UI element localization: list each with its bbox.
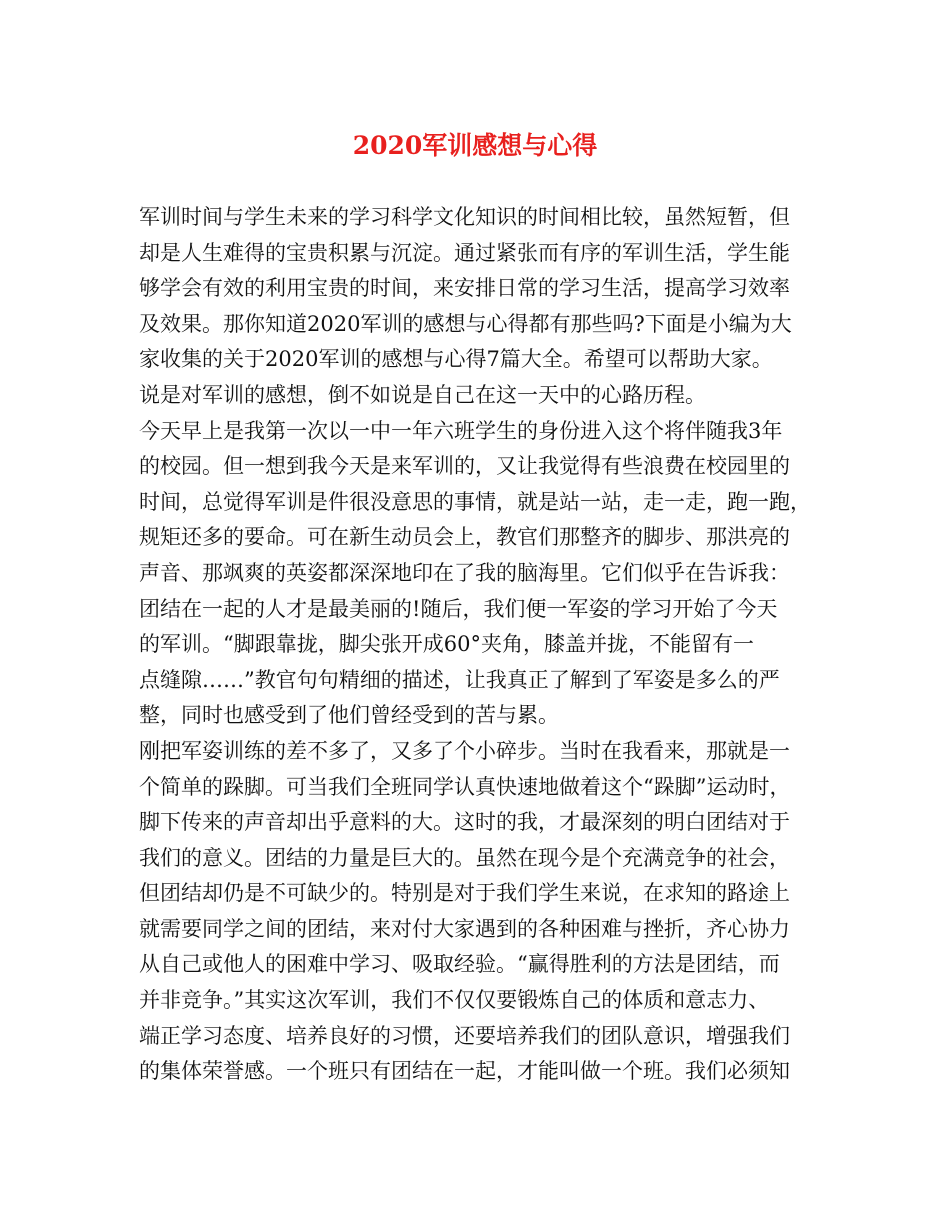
text-line: 团结在一起的人才是最美丽的!随后，我们便一军姿的学习开始了今天 bbox=[139, 596, 778, 621]
text-line: 的集体荣誉感。一个班只有团结在一起，才能叫做一个班。我们必须知 bbox=[139, 1059, 790, 1084]
text-line: 及效果。那你知道2020军训的感想与心得都有那些吗?下面是小编为大 bbox=[139, 311, 792, 336]
text-line: 个简单的跺脚。可当我们全班同学认真快速地做着这个“跺脚”运动时， bbox=[139, 774, 791, 799]
text-line: 时间，总觉得军训是件很没意思的事情，就是站一站，走一走，跑一跑， bbox=[139, 489, 811, 514]
text-line: 今天早上是我第一次以一中一年六班学生的身份进入这个将伴随我3年 bbox=[139, 418, 783, 443]
text-line: 家收集的关于2020军训的感想与心得7篇大全。希望可以帮助大家。 bbox=[139, 347, 773, 372]
text-line: 点缝隙……”教官句句精细的描述，让我真正了解到了军姿是多么的严 bbox=[139, 667, 780, 692]
text-line: 够学会有效的利用宝贵的时间，来安排日常的学习生活，提高学习效率 bbox=[139, 276, 790, 301]
text-line: 整，同时也感受到了他们曾经受到的苦与累。 bbox=[139, 703, 559, 728]
text-line: 的校园。但一想到我今天是来军训的，又让我觉得有些浪费在校园里的 bbox=[139, 454, 790, 479]
text-line: 刚把军姿训练的差不多了，又多了个小碎步。当时在我看来，那就是一 bbox=[139, 738, 790, 763]
text-line: 并非竞争。”其实这次军训，我们不仅仅要锻炼自己的体质和意志力、 bbox=[139, 988, 770, 1013]
text-line: 我们的意义。团结的力量是巨大的。虽然在现今是个充满竞争的社会， bbox=[139, 845, 790, 870]
text-line: 就需要同学之间的团结，来对付大家遇到的各种困难与挫折，齐心协力 bbox=[139, 916, 790, 941]
text-line: 的军训。“脚跟靠拢，脚尖张开成60°夹角，膝盖并拢，不能留有一 bbox=[139, 632, 754, 657]
text-line: 脚下传来的声音却出乎意料的大。这时的我，才最深刻的明白团结对于 bbox=[139, 810, 790, 835]
text-line: 从自己或他人的困难中学习、吸取经验。“赢得胜利的方法是团结，而 bbox=[139, 952, 780, 977]
document-body bbox=[139, 200, 817, 1090]
text-line: 端正学习态度、培养良好的习惯，还要培养我们的团队意识，增强我们 bbox=[139, 1023, 790, 1048]
text-line: 但团结却仍是不可缺少的。特别是对于我们学生来说，在求知的路途上 bbox=[139, 881, 790, 906]
text-line: 却是人生难得的宝贵积累与沉淀。通过紧张而有序的军训生活，学生能 bbox=[139, 240, 790, 265]
text-line: 军训时间与学生未来的学习科学文化知识的时间相比较，虽然短暂，但 bbox=[139, 205, 790, 229]
text-line: 声音、那飒爽的英姿都深深地印在了我的脑海里。它们似乎在告诉我： bbox=[139, 560, 790, 585]
text-line: 规矩还多的要命。可在新生动员会上，教官们那整齐的脚步、那洪亮的 bbox=[139, 525, 790, 550]
document-title: 2020军训感想与心得 bbox=[352, 131, 598, 160]
text-line: 说是对军训的感想，倒不如说是自己在这一天中的心路历程。 bbox=[139, 382, 706, 407]
